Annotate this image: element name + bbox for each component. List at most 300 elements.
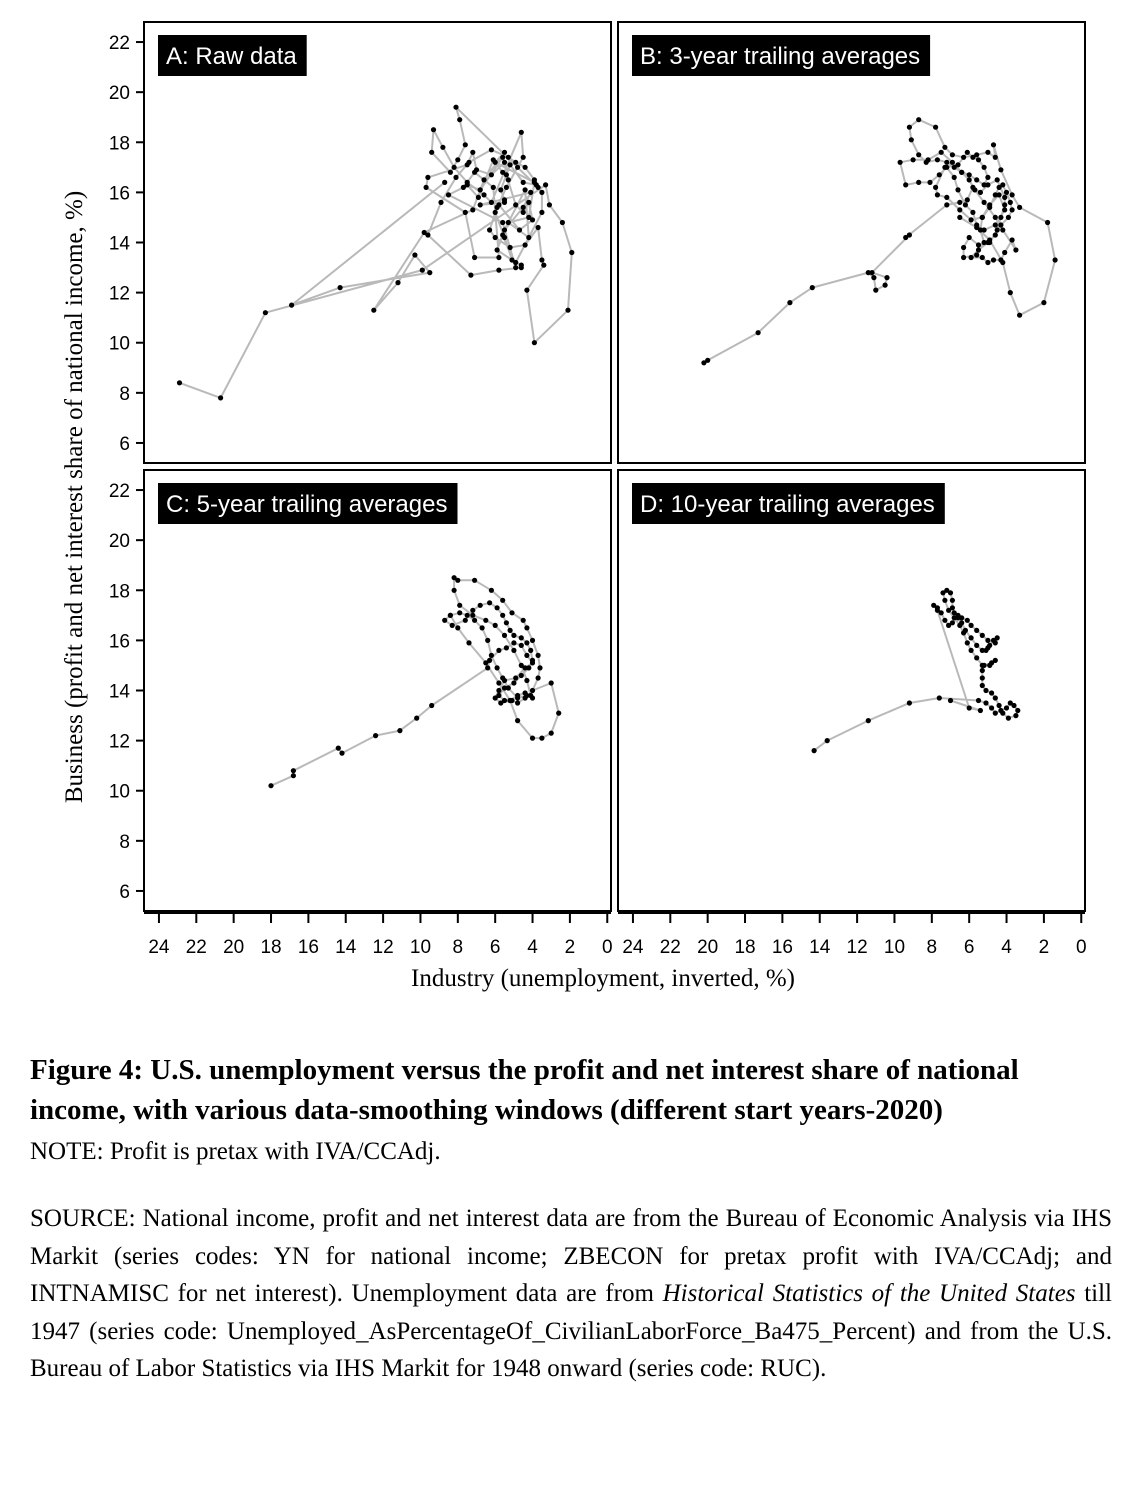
data-point	[873, 288, 878, 293]
data-point	[478, 202, 483, 207]
y-tick-label: 22	[108, 33, 130, 55]
data-point	[472, 255, 477, 260]
data-point	[455, 625, 460, 630]
data-point	[1002, 250, 1007, 255]
data-point	[967, 172, 972, 177]
data-point	[483, 618, 488, 623]
data-point	[903, 235, 908, 240]
data-point	[969, 648, 974, 653]
data-point	[515, 695, 520, 700]
data-point	[974, 643, 979, 648]
data-point	[495, 247, 500, 252]
data-point	[982, 227, 987, 232]
data-point	[463, 618, 468, 623]
panel-label-text: A: Raw data	[166, 43, 297, 70]
data-point	[508, 162, 513, 167]
data-point	[478, 187, 483, 192]
data-point	[1006, 215, 1011, 220]
data-point	[496, 680, 501, 685]
data-point	[463, 142, 468, 147]
data-point	[944, 160, 949, 165]
y-tick-label: 12	[108, 283, 130, 305]
data-point	[935, 608, 940, 613]
data-point	[565, 308, 570, 313]
data-point	[502, 235, 507, 240]
data-point	[884, 275, 889, 280]
data-point	[412, 252, 417, 257]
data-point	[942, 598, 947, 603]
data-point	[869, 270, 874, 275]
x-tick-label: 4	[527, 937, 538, 958]
data-point	[485, 638, 490, 643]
data-point	[993, 222, 998, 227]
data-point	[1008, 290, 1013, 295]
data-point	[950, 152, 955, 157]
data-point	[519, 265, 524, 270]
data-point	[1010, 207, 1015, 212]
data-point	[472, 618, 477, 623]
data-point	[502, 685, 507, 690]
data-point	[493, 623, 498, 628]
data-point	[965, 618, 970, 623]
data-point	[519, 643, 524, 648]
data-point	[549, 731, 554, 736]
x-tick-label: 16	[771, 937, 793, 958]
y-tick-label: 8	[119, 831, 130, 853]
data-point	[993, 711, 998, 716]
data-point	[983, 700, 988, 705]
data-point	[825, 738, 830, 743]
data-point	[883, 283, 888, 288]
data-point	[961, 245, 966, 250]
data-point	[420, 268, 425, 273]
data-point	[500, 598, 505, 603]
data-point	[427, 270, 432, 275]
data-point	[539, 210, 544, 215]
x-tick-label: 6	[963, 937, 975, 958]
data-point	[980, 663, 985, 668]
data-point	[978, 190, 983, 195]
data-point	[455, 578, 460, 583]
data-point	[961, 255, 966, 260]
data-point	[547, 202, 552, 207]
y-tick-label: 12	[108, 731, 130, 753]
data-point	[524, 625, 529, 630]
data-point	[457, 610, 462, 615]
data-point	[448, 170, 453, 175]
data-point	[448, 613, 453, 618]
data-point	[470, 207, 475, 212]
data-point	[982, 182, 987, 187]
data-point	[431, 127, 436, 132]
data-point	[993, 232, 998, 237]
data-point	[866, 718, 871, 723]
data-point	[513, 265, 518, 270]
data-point	[985, 175, 990, 180]
data-point	[500, 675, 505, 680]
data-point	[425, 232, 430, 237]
data-point	[513, 202, 518, 207]
data-point	[916, 117, 921, 122]
data-point	[993, 155, 998, 160]
data-point	[218, 395, 223, 400]
data-point	[903, 182, 908, 187]
data-point	[515, 165, 520, 170]
data-point	[496, 693, 501, 698]
data-point	[569, 250, 574, 255]
data-point	[397, 728, 402, 733]
data-point	[485, 665, 490, 670]
data-point	[395, 280, 400, 285]
data-point	[959, 620, 964, 625]
data-point	[1002, 195, 1007, 200]
figure-note: NOTE: Profit is pretax with IVA/CCAdj.	[30, 1138, 441, 1165]
data-point	[993, 695, 998, 700]
x-tick-label: 8	[926, 937, 938, 958]
data-point	[965, 640, 970, 645]
data-point	[463, 210, 468, 215]
y-tick-label: 18	[108, 133, 130, 155]
data-point	[933, 185, 938, 190]
x-axis	[618, 913, 1087, 958]
data-point	[989, 705, 994, 710]
data-point	[491, 157, 496, 162]
data-point	[1013, 247, 1018, 252]
x-tick-label: 4	[1001, 937, 1012, 958]
data-point	[513, 160, 518, 165]
y-tick-label: 16	[108, 631, 130, 653]
data-point	[810, 285, 815, 290]
panel-frame	[618, 470, 1085, 911]
data-point	[991, 638, 996, 643]
data-point	[496, 255, 501, 260]
data-point	[950, 160, 955, 165]
data-point	[519, 663, 524, 668]
data-point	[976, 157, 981, 162]
data-point	[974, 252, 979, 257]
panel-label	[158, 483, 458, 524]
data-point	[521, 155, 526, 160]
y-tick-label: 8	[119, 383, 130, 405]
data-point	[1000, 711, 1005, 716]
data-point	[995, 227, 1000, 232]
x-tick-label: 0	[1075, 937, 1087, 958]
panel-frame	[144, 470, 611, 911]
y-tick-label: 22	[108, 481, 130, 503]
data-point	[530, 658, 535, 663]
x-tick-label: 20	[697, 937, 719, 958]
panel-label	[632, 35, 930, 76]
data-point	[907, 700, 912, 705]
data-point	[944, 202, 949, 207]
data-point	[993, 658, 998, 663]
data-point	[502, 150, 507, 155]
data-point	[289, 303, 294, 308]
data-point	[500, 613, 505, 618]
data-point	[508, 698, 513, 703]
y-tick-label: 6	[119, 433, 130, 455]
data-point	[957, 207, 962, 212]
data-point	[982, 200, 987, 205]
data-point	[524, 288, 529, 293]
data-point	[457, 117, 462, 122]
y-tick-label: 10	[108, 333, 130, 355]
data-point	[946, 623, 951, 628]
data-point	[509, 610, 514, 615]
data-point	[963, 628, 968, 633]
data-point	[980, 683, 985, 688]
data-point	[442, 180, 447, 185]
x-tick-label: 12	[846, 937, 868, 958]
data-point	[502, 698, 507, 703]
data-point	[523, 242, 528, 247]
data-point	[523, 187, 528, 192]
y-tick-label: 18	[108, 581, 130, 603]
figure-source	[30, 1200, 1112, 1388]
data-point	[965, 150, 970, 155]
data-point	[997, 703, 1002, 708]
data-point	[511, 633, 516, 638]
x-tick-label: 20	[223, 937, 245, 958]
y-axis	[109, 481, 144, 903]
data-point	[950, 598, 955, 603]
data-point	[1011, 703, 1016, 708]
data-point	[974, 655, 979, 660]
data-point	[465, 613, 470, 618]
data-point	[937, 695, 942, 700]
source-text-1: SOURCE: National income, profit and net interest data are from the Bureau of Economic Analysis via IHS Markit (series codes: YN for national income; ZBECON for pretax profit with IVA/CCAdj; and INTNAMISC for net interest). Unemployment data are from	[30, 1205, 1112, 1307]
y-tick-label: 16	[108, 183, 130, 205]
data-point	[916, 152, 921, 157]
data-point	[465, 180, 470, 185]
data-point	[1000, 260, 1005, 265]
data-point	[502, 160, 507, 165]
x-tick-label: 24	[148, 937, 170, 958]
data-point	[528, 648, 533, 653]
data-point	[972, 187, 977, 192]
data-point	[508, 245, 513, 250]
data-point	[474, 167, 479, 172]
data-point	[1008, 200, 1013, 205]
x-axis-title: Industry (unemployment, inverted, %)	[411, 965, 795, 992]
data-point	[537, 665, 542, 670]
data-point	[450, 623, 455, 628]
data-point	[506, 177, 511, 182]
data-point	[787, 300, 792, 305]
data-point	[939, 150, 944, 155]
x-tick-label: 10	[883, 937, 906, 958]
data-point	[974, 628, 979, 633]
data-point	[438, 200, 443, 205]
panel-c	[144, 470, 611, 911]
panel-d	[618, 470, 1085, 911]
data-point	[470, 608, 475, 613]
data-point	[481, 177, 486, 182]
data-point	[521, 210, 526, 215]
source-italic-title: Historical Statistics of the United States	[662, 1280, 1076, 1307]
panel-label-text: D: 10-year trailing averages	[640, 491, 935, 518]
data-point	[424, 185, 429, 190]
data-point	[955, 187, 960, 192]
data-point	[1000, 227, 1005, 232]
data-point	[957, 215, 962, 220]
data-point	[909, 137, 914, 142]
data-point	[539, 257, 544, 262]
chart-panels	[144, 22, 1085, 911]
data-point	[987, 237, 992, 242]
data-point	[506, 155, 511, 160]
data-point	[998, 222, 1003, 227]
data-point	[506, 220, 511, 225]
data-point	[177, 380, 182, 385]
data-point	[898, 160, 903, 165]
data-point	[911, 157, 916, 162]
panel-label-text: C: 5-year trailing averages	[166, 491, 448, 518]
data-point	[500, 155, 505, 160]
data-point	[466, 640, 471, 645]
data-point	[955, 615, 960, 620]
data-point	[453, 175, 458, 180]
data-point	[1053, 257, 1058, 262]
data-point	[442, 618, 447, 623]
x-tick-label: 12	[372, 937, 394, 958]
data-point	[468, 273, 473, 278]
data-point	[455, 157, 460, 162]
data-point	[982, 165, 987, 170]
data-point	[336, 746, 341, 751]
data-point	[466, 160, 471, 165]
data-point	[942, 145, 947, 150]
data-point	[515, 700, 520, 705]
data-point	[541, 263, 546, 268]
panel-frame	[144, 22, 611, 463]
data-point	[1010, 237, 1015, 242]
data-point	[495, 665, 500, 670]
data-point	[952, 165, 957, 170]
data-point	[963, 202, 968, 207]
data-point	[549, 680, 554, 685]
data-point	[481, 192, 486, 197]
data-point	[948, 698, 953, 703]
data-point	[268, 783, 273, 788]
data-point	[980, 633, 985, 638]
data-point	[524, 653, 529, 658]
data-point	[927, 180, 932, 185]
y-axis	[109, 33, 144, 455]
data-point	[985, 638, 990, 643]
data-point	[528, 190, 533, 195]
data-point	[1017, 313, 1022, 318]
data-point	[504, 620, 509, 625]
data-point	[980, 255, 985, 260]
data-point	[924, 160, 929, 165]
data-point	[983, 688, 988, 693]
data-point	[967, 235, 972, 240]
data-point	[523, 165, 528, 170]
data-point	[521, 180, 526, 185]
data-point	[519, 130, 524, 135]
x-tick-label: 6	[489, 937, 501, 958]
data-point	[524, 678, 529, 683]
data-point	[980, 668, 985, 673]
data-point	[476, 195, 481, 200]
data-point	[500, 220, 505, 225]
data-point	[536, 225, 541, 230]
data-point	[974, 177, 979, 182]
data-point	[509, 257, 514, 262]
data-point	[961, 155, 966, 160]
data-point	[812, 748, 817, 753]
data-point	[998, 215, 1003, 220]
data-point	[985, 260, 990, 265]
data-point	[978, 708, 983, 713]
data-point	[530, 638, 535, 643]
data-point	[452, 165, 457, 170]
x-tick-label: 24	[622, 937, 644, 958]
data-point	[521, 205, 526, 210]
data-point	[1010, 192, 1015, 197]
data-point	[429, 150, 434, 155]
data-point	[528, 693, 533, 698]
data-point	[967, 705, 972, 710]
data-point	[446, 192, 451, 197]
data-point	[371, 308, 376, 313]
data-point	[504, 185, 509, 190]
x-tick-label: 22	[659, 937, 681, 958]
data-point	[524, 640, 529, 645]
data-point	[519, 635, 524, 640]
data-point	[985, 150, 990, 155]
data-point	[980, 648, 985, 653]
data-point	[543, 182, 548, 187]
y-tick-label: 20	[108, 531, 130, 553]
figure-caption	[30, 1050, 1112, 1388]
data-point	[539, 190, 544, 195]
panel-a	[144, 22, 611, 463]
data-point	[993, 192, 998, 197]
data-point	[989, 690, 994, 695]
data-point	[976, 698, 981, 703]
data-point	[705, 358, 710, 363]
data-point	[539, 736, 544, 741]
data-point	[495, 605, 500, 610]
data-point	[907, 125, 912, 130]
data-point	[504, 645, 509, 650]
data-point	[970, 210, 975, 215]
data-point	[511, 640, 516, 645]
panel-label	[158, 35, 307, 76]
data-point	[496, 688, 501, 693]
data-point	[483, 660, 488, 665]
data-point	[291, 773, 296, 778]
y-axis-title: Business (profit and net interest share of national income, %)	[61, 190, 88, 804]
source-text-2: till 1947 (series code: Unemployed_AsPercentageOf_CivilianLaborForce_Ba475_Percent) and from the U.S. Bureau of Labor Statistics via IHS Markit for 1948 onward (series code: RUC).	[30, 1280, 1112, 1382]
y-tick-label: 14	[108, 681, 130, 703]
panel-label	[632, 483, 945, 524]
data-point	[560, 220, 565, 225]
data-point	[502, 197, 507, 202]
data-point	[508, 628, 513, 633]
x-tick-label: 8	[452, 937, 464, 958]
data-point	[976, 247, 981, 252]
data-point	[1015, 708, 1020, 713]
data-point	[980, 675, 985, 680]
x-tick-label: 10	[409, 937, 432, 958]
data-point	[425, 175, 430, 180]
data-point	[1041, 300, 1046, 305]
data-point	[969, 255, 974, 260]
data-point	[517, 227, 522, 232]
